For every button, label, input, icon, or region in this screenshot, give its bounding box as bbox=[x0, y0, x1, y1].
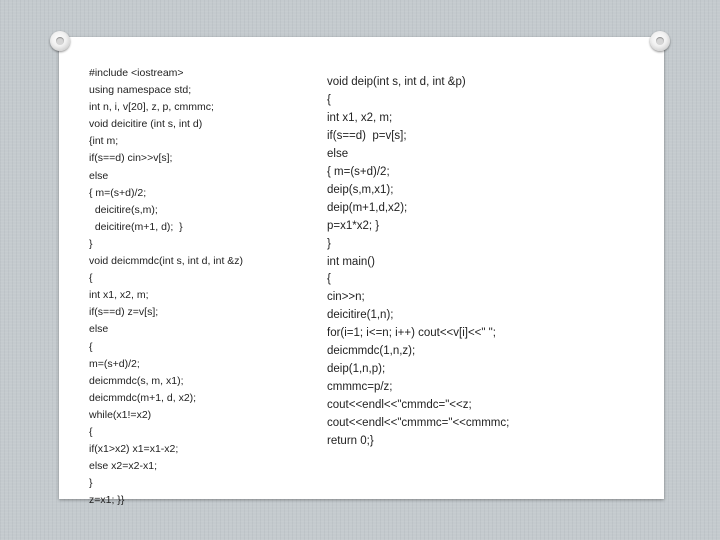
right-code-line: deicmmdc(1,n,z); bbox=[327, 345, 416, 358]
left-code-line: int n, i, v[20], z, p, cmmmc; bbox=[89, 101, 214, 114]
left-code-line: if(s==d) cin>>v[s]; bbox=[89, 152, 173, 165]
right-code-line: deip(1,n,p); bbox=[327, 363, 386, 376]
left-code-line: deicitire(m+1, d); } bbox=[89, 220, 183, 233]
right-code-line: p=x1*x2; } bbox=[327, 219, 380, 232]
right-code-line: cin>>n; bbox=[327, 291, 365, 304]
left-code-line: void deicitire (int s, int d) bbox=[89, 118, 203, 131]
left-code-line: { bbox=[89, 340, 93, 353]
left-code-line: { bbox=[89, 425, 93, 438]
left-code-line: using namespace std; bbox=[89, 84, 192, 97]
left-code-line: z=x1; }} bbox=[89, 494, 125, 507]
code-block-left bbox=[89, 65, 243, 509]
right-code-line: void deip(int s, int d, int &p) bbox=[327, 76, 466, 88]
left-code-line: } bbox=[89, 477, 93, 490]
right-code-line: { bbox=[327, 273, 331, 286]
right-code-line: for(i=1; i<=n; i++) cout<<v[i]<<" "; bbox=[327, 327, 496, 340]
left-code-line: { bbox=[89, 272, 93, 285]
left-code-line: { m=(s+d)/2; bbox=[89, 186, 147, 199]
right-code-line: deicitire(1,n); bbox=[327, 309, 394, 322]
right-code-line: int main() bbox=[327, 255, 375, 268]
right-code-line: cmmmc=p/z; bbox=[327, 381, 393, 394]
right-code-line: deip(m+1,d,x2); bbox=[327, 201, 408, 214]
right-code-line: { bbox=[327, 93, 331, 106]
code-block-right bbox=[327, 74, 509, 451]
left-code-line: #include <iostream> bbox=[89, 67, 184, 79]
left-code-line: int x1, x2, m; bbox=[89, 289, 149, 302]
right-code-line: cout<<endl<<"cmmdc="<<z; bbox=[327, 399, 472, 412]
right-code-line: return 0;} bbox=[327, 435, 374, 448]
left-code-line: else bbox=[89, 323, 109, 336]
right-code-line: int x1, x2, m; bbox=[327, 111, 393, 124]
right-code-line: if(s==d) p=v[s]; bbox=[327, 129, 407, 142]
left-code-line: if(x1>x2) x1=x1-x2; bbox=[89, 443, 179, 456]
left-code-line: m=(s+d)/2; bbox=[89, 357, 140, 370]
left-code-line: deicmmdc(m+1, d, x2); bbox=[89, 391, 197, 404]
left-code-line: else x2=x2-x1; bbox=[89, 460, 157, 473]
left-code-line: deicmmdc(s, m, x1); bbox=[89, 374, 184, 387]
left-code-line: void deicmmdc(int s, int d, int &z) bbox=[89, 255, 244, 268]
right-code-line: { m=(s+d)/2; bbox=[327, 165, 390, 178]
left-code-line: {int m; bbox=[89, 135, 119, 148]
left-code-line: if(s==d) z=v[s]; bbox=[89, 306, 159, 319]
left-code-line: while(x1!=x2) bbox=[89, 408, 152, 421]
right-code-line: cout<<endl<<"cmmmc="<<cmmmc; bbox=[327, 417, 510, 430]
binder-ring-left-icon bbox=[50, 31, 70, 51]
right-code-line: deip(s,m,x1); bbox=[327, 183, 394, 196]
left-code-line: else bbox=[89, 169, 109, 182]
left-code-line: deicitire(s,m); bbox=[89, 203, 158, 216]
right-code-line: else bbox=[327, 147, 349, 160]
right-code-line: } bbox=[327, 237, 331, 250]
left-code-line: } bbox=[89, 237, 93, 250]
binder-ring-right-icon bbox=[650, 31, 670, 51]
